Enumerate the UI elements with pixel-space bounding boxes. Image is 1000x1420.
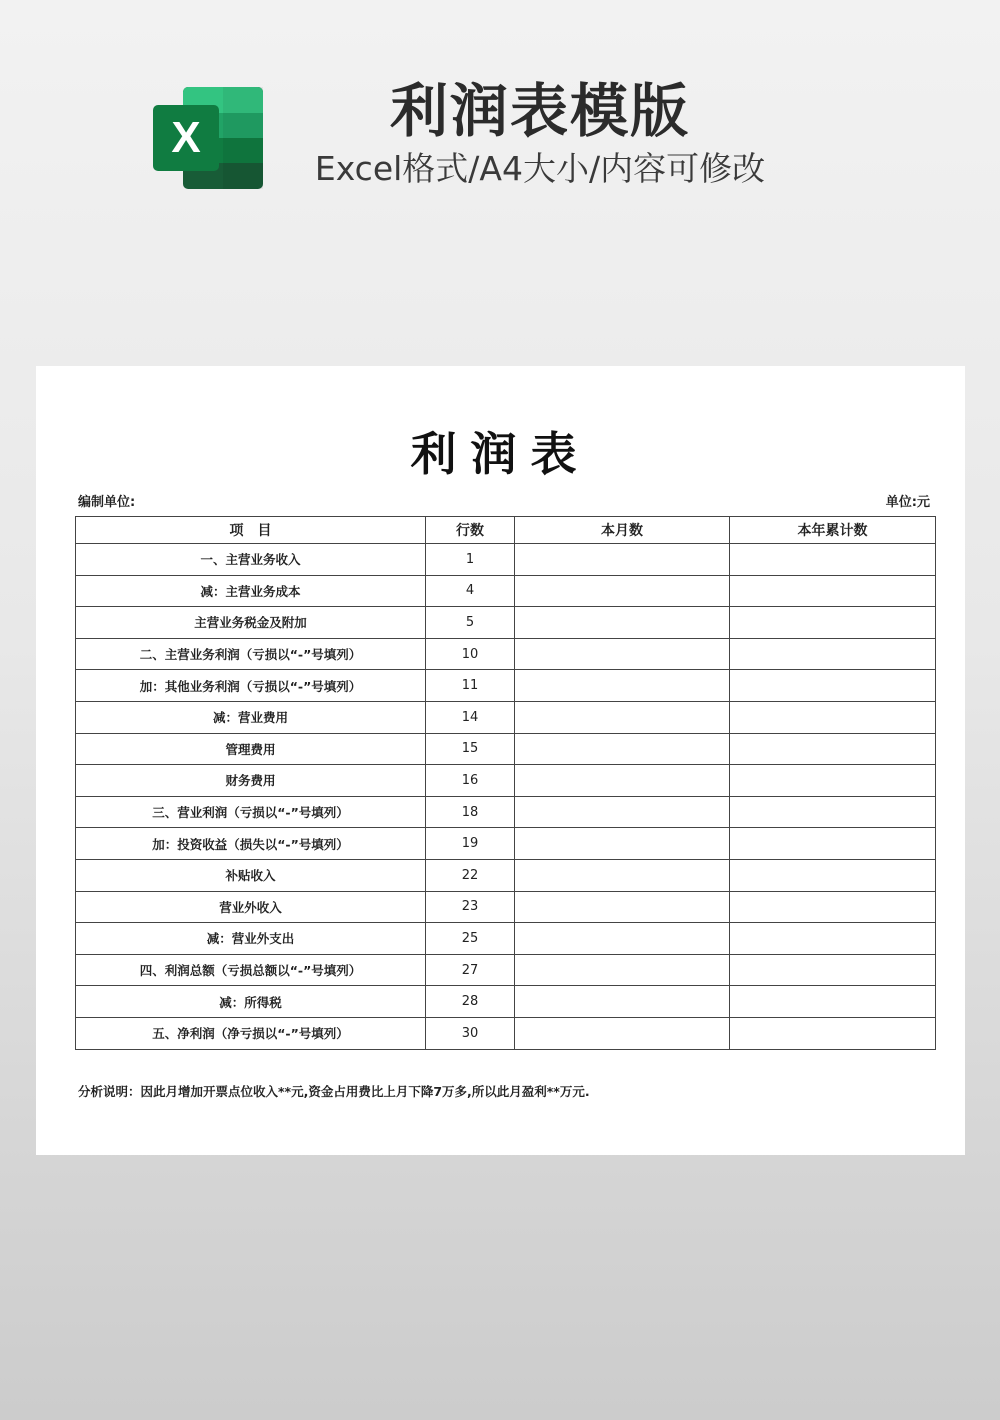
prepared-by-label: 编制单位: — [78, 495, 136, 510]
row-item-label: 财务费用 — [76, 765, 426, 797]
row-this-month-cell[interactable] — [515, 954, 730, 986]
row-item-label: 加：投资收益（损失以“-”号填列） — [76, 828, 426, 860]
row-item-label: 三、营业利润（亏损以“-”号填列） — [76, 796, 426, 828]
row-this-month-cell[interactable] — [515, 859, 730, 891]
table-row — [76, 954, 936, 986]
income-statement-table — [75, 516, 936, 1050]
row-item-label: 管理费用 — [76, 733, 426, 765]
table-header-row — [76, 517, 936, 544]
table-row — [76, 733, 936, 765]
row-item-label: 营业外收入 — [76, 891, 426, 923]
row-line-number: 11 — [426, 670, 515, 702]
header-year-to-date: 本年累计数 — [730, 517, 936, 544]
table-row — [76, 1017, 936, 1049]
table-row — [76, 544, 936, 576]
row-this-month-cell[interactable] — [515, 796, 730, 828]
table-row — [76, 638, 936, 670]
row-line-number: 19 — [426, 828, 515, 860]
table-row — [76, 575, 936, 607]
svg-text:X: X — [171, 113, 201, 162]
row-year-to-date-cell[interactable] — [730, 859, 936, 891]
header-this-month: 本月数 — [515, 517, 730, 544]
unit-label: 单位:元 — [885, 495, 930, 510]
row-item-label: 四、利润总额（亏损总额以“-”号填列） — [76, 954, 426, 986]
header-line-no: 行数 — [426, 517, 515, 544]
row-item-label: 减：主营业务成本 — [76, 575, 426, 607]
row-line-number: 10 — [426, 638, 515, 670]
row-line-number: 15 — [426, 733, 515, 765]
row-this-month-cell[interactable] — [515, 607, 730, 639]
row-year-to-date-cell[interactable] — [730, 638, 936, 670]
row-line-number: 23 — [426, 891, 515, 923]
row-line-number: 4 — [426, 575, 515, 607]
row-item-label: 加：其他业务利润（亏损以“-”号填列） — [76, 670, 426, 702]
row-this-month-cell[interactable] — [515, 544, 730, 576]
sheet-title: 利润表 — [410, 427, 591, 481]
row-this-month-cell[interactable] — [515, 765, 730, 797]
row-this-month-cell[interactable] — [515, 733, 730, 765]
table-row — [76, 701, 936, 733]
row-year-to-date-cell[interactable] — [730, 701, 936, 733]
row-this-month-cell[interactable] — [515, 575, 730, 607]
row-year-to-date-cell[interactable] — [730, 891, 936, 923]
banner-subtitle: Excel格式/A4大小/内容可修改 — [314, 149, 766, 188]
row-line-number: 5 — [426, 607, 515, 639]
row-year-to-date-cell[interactable] — [730, 828, 936, 860]
row-year-to-date-cell[interactable] — [730, 986, 936, 1018]
row-year-to-date-cell[interactable] — [730, 670, 936, 702]
row-this-month-cell[interactable] — [515, 1017, 730, 1049]
header-item: 项 目 — [76, 517, 426, 544]
row-item-label: 减：所得税 — [76, 986, 426, 1018]
table-row — [76, 859, 936, 891]
row-year-to-date-cell[interactable] — [730, 544, 936, 576]
row-year-to-date-cell[interactable] — [730, 1017, 936, 1049]
row-line-number: 30 — [426, 1017, 515, 1049]
table-row — [76, 891, 936, 923]
row-year-to-date-cell[interactable] — [730, 954, 936, 986]
table-row — [76, 923, 936, 955]
row-year-to-date-cell[interactable] — [730, 796, 936, 828]
row-year-to-date-cell[interactable] — [730, 607, 936, 639]
row-item-label: 二、主营业务利润（亏损以“-”号填列） — [76, 638, 426, 670]
row-this-month-cell[interactable] — [515, 701, 730, 733]
row-item-label: 五、净利润（净亏损以“-”号填列） — [76, 1017, 426, 1049]
row-line-number: 28 — [426, 986, 515, 1018]
row-this-month-cell[interactable] — [515, 891, 730, 923]
row-item-label: 减：营业外支出 — [76, 923, 426, 955]
row-this-month-cell[interactable] — [515, 638, 730, 670]
banner-title: 利润表模版 — [389, 77, 690, 145]
row-line-number: 14 — [426, 701, 515, 733]
row-line-number: 25 — [426, 923, 515, 955]
row-year-to-date-cell[interactable] — [730, 765, 936, 797]
income-statement-sheet — [36, 366, 965, 1155]
table-row — [76, 607, 936, 639]
table-row — [76, 986, 936, 1018]
row-this-month-cell[interactable] — [515, 923, 730, 955]
row-item-label: 补贴收入 — [76, 859, 426, 891]
table-row — [76, 828, 936, 860]
row-item-label: 主营业务税金及附加 — [76, 607, 426, 639]
row-this-month-cell[interactable] — [515, 670, 730, 702]
row-item-label: 一、主营业务收入 — [76, 544, 426, 576]
row-this-month-cell[interactable] — [515, 828, 730, 860]
row-line-number: 1 — [426, 544, 515, 576]
row-year-to-date-cell[interactable] — [730, 575, 936, 607]
row-line-number: 18 — [426, 796, 515, 828]
row-this-month-cell[interactable] — [515, 986, 730, 1018]
excel-logo-icon — [153, 87, 265, 189]
table-row — [76, 765, 936, 797]
row-year-to-date-cell[interactable] — [730, 733, 936, 765]
analysis-note: 分析说明：因此月增加开票点位收入**元,资金占用费比上月下降7万多,所以此月盈利**万元. — [78, 1084, 590, 1099]
row-line-number: 16 — [426, 765, 515, 797]
table-row — [76, 796, 936, 828]
row-line-number: 27 — [426, 954, 515, 986]
table-row — [76, 670, 936, 702]
row-item-label: 减：营业费用 — [76, 701, 426, 733]
row-year-to-date-cell[interactable] — [730, 923, 936, 955]
row-line-number: 22 — [426, 859, 515, 891]
header-banner — [0, 0, 1000, 260]
